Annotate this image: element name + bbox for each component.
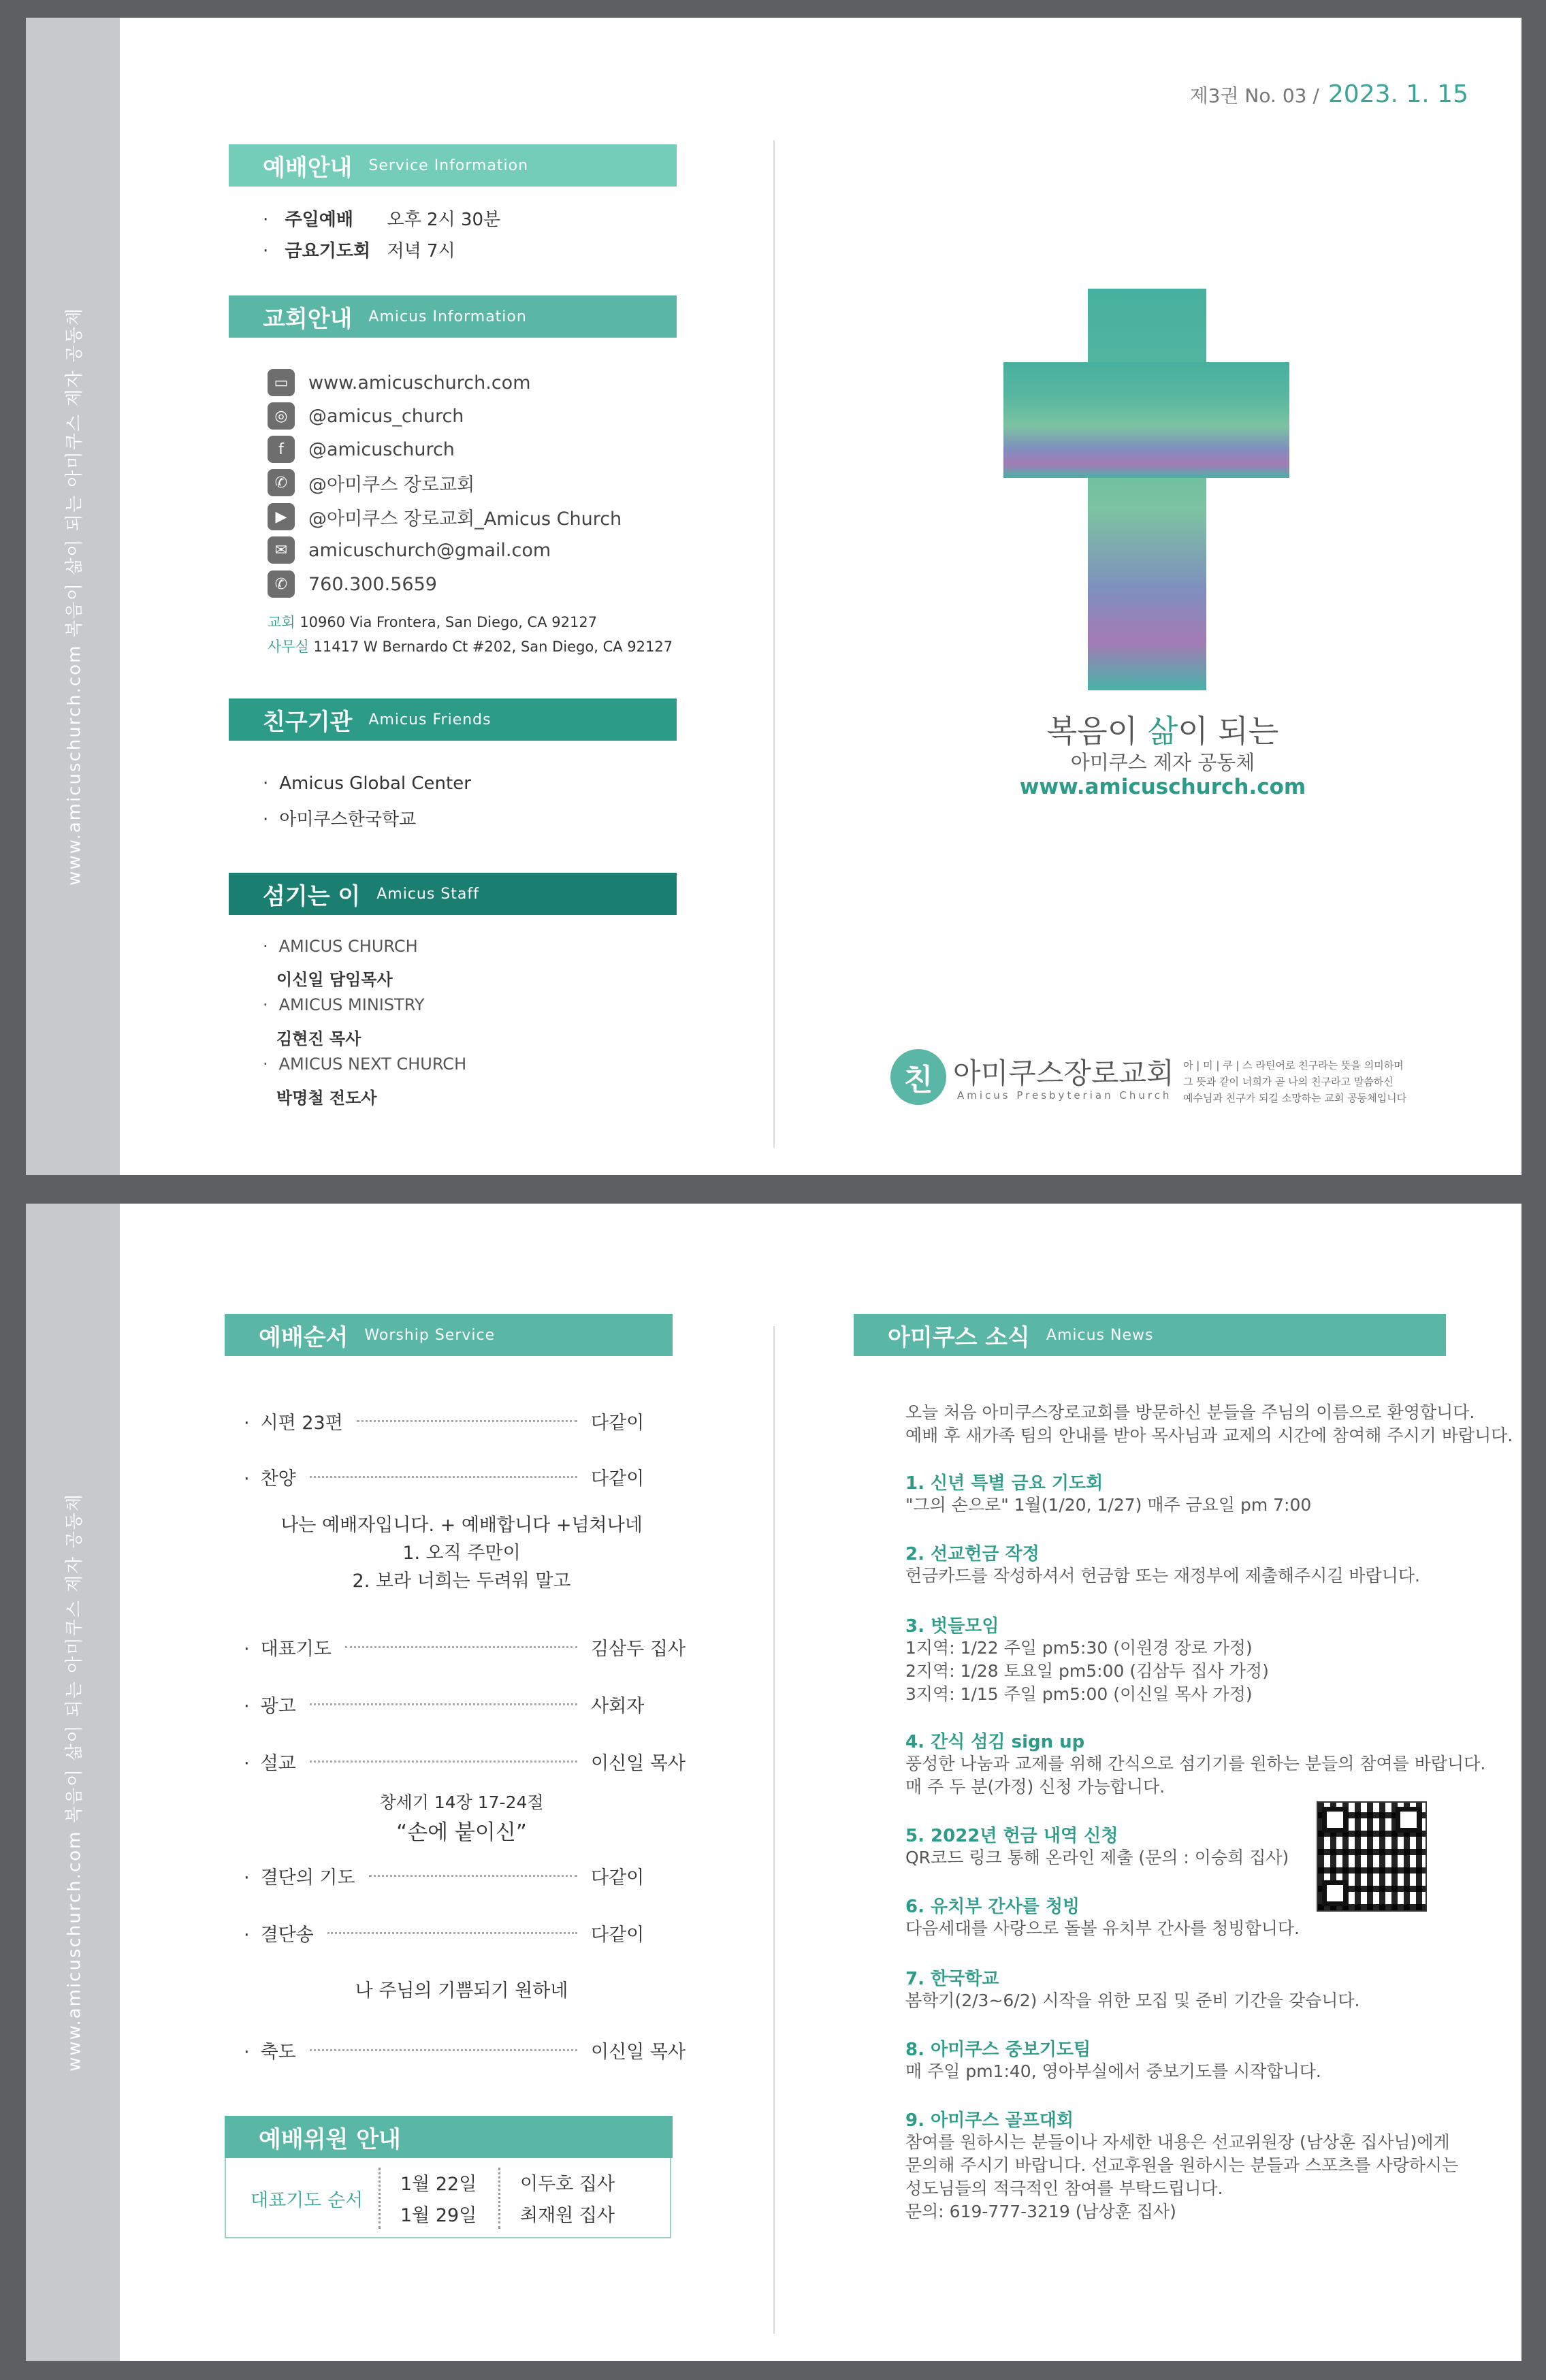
committee-separator bbox=[379, 2168, 381, 2229]
staff-subtitle: Amicus Staff bbox=[376, 885, 479, 903]
committee-name: 이두호 집사 bbox=[520, 2174, 615, 2195]
news-item-title: 9. 아미쿠스 골프대회 bbox=[905, 2110, 1074, 2131]
issue-date: 2023. 1. 15 bbox=[1327, 80, 1468, 108]
spine bbox=[26, 1204, 120, 2361]
news-item-title: 6. 유치부 간사를 청빙 bbox=[905, 1897, 1080, 1917]
staff-name: 박명철 전도사 bbox=[276, 1089, 377, 1108]
friends-header bbox=[229, 698, 677, 741]
qr-code[interactable] bbox=[1317, 1801, 1427, 1912]
news-item-title: 5. 2022년 헌금 내역 신청 bbox=[905, 1826, 1118, 1846]
contact-instagram[interactable]: ◎ @amicus_church bbox=[268, 402, 464, 430]
cover-tagline: 복음이 삶이 되는 bbox=[1046, 713, 1279, 750]
committee-date: 1월 22일 bbox=[400, 2174, 477, 2195]
order-row: · 결단의 기도 다같이 bbox=[244, 1863, 679, 1889]
order-row: · 시편 23편 다같이 bbox=[244, 1408, 679, 1434]
news-item-title: 8. 아미쿠스 중보기도팀 bbox=[905, 2040, 1091, 2060]
song-line: 1. 오직 주만이 bbox=[402, 1543, 521, 1564]
order-row: · 찬양 다같이 bbox=[244, 1464, 679, 1490]
instagram-icon: ◎ bbox=[268, 402, 295, 430]
worship-service-header bbox=[225, 1314, 673, 1356]
watercolor-cross-horizontal bbox=[1003, 362, 1289, 478]
church-info-header bbox=[229, 295, 677, 338]
spine-text: www.amicuschurch.com 복음이 삶이 되는 아미쿠스 제자 공동체 bbox=[64, 307, 85, 886]
youtube-icon: ▶ bbox=[268, 503, 295, 530]
staff-org: · AMICUS NEXT CHURCH bbox=[263, 1055, 466, 1074]
phone-icon: ✆ bbox=[268, 570, 295, 598]
worship-info-item: · 주일예배 오후 2시 30분 bbox=[263, 206, 500, 231]
mail-icon: ✉ bbox=[268, 536, 295, 564]
bulletin-inner-sheet bbox=[26, 1204, 1521, 2361]
news-item-text: 매 주 두 분(가정) 신청 가능합니다. bbox=[905, 1777, 1165, 1797]
news-item-title: 3. 벗들모임 bbox=[905, 1616, 999, 1637]
news-item-text: 매 주일 pm1:40, 영아부실에서 중보기도를 시작합니다. bbox=[905, 2061, 1321, 2081]
cover-url[interactable]: www.amicuschurch.com bbox=[1019, 775, 1306, 799]
news-item-text: 다음세대를 사랑으로 돌볼 유치부 간사를 청빙합니다. bbox=[905, 1918, 1300, 1938]
news-item-text: 1지역: 1/22 주일 pm5:30 (이원경 장로 가정) bbox=[905, 1638, 1253, 1658]
committee-date: 1월 29일 bbox=[400, 2205, 477, 2226]
staff-name: 김현진 목사 bbox=[276, 1029, 361, 1048]
news-item-text: 문의: 619-777-3219 (남상훈 집사) bbox=[905, 2202, 1176, 2221]
fold-divider bbox=[773, 140, 775, 1148]
news-item-text: 2지역: 1/28 토요일 pm5:00 (김삼두 집사 가정) bbox=[905, 1661, 1269, 1681]
order-row: · 축도 이신일 목사 bbox=[244, 2037, 679, 2063]
news-item-title: 2. 선교헌금 작정 bbox=[905, 1544, 1040, 1564]
church-logo-icon: 친 bbox=[890, 1049, 946, 1105]
news-item-text: 참여를 원하시는 분들이나 자세한 내용은 선교위원장 (남상훈 집사님)에게 bbox=[905, 2132, 1450, 2152]
qr-finder bbox=[1322, 1880, 1348, 1906]
contact-email[interactable]: ✉ amicuschurch@gmail.com bbox=[268, 536, 551, 564]
news-item-title: 7. 한국학교 bbox=[905, 1969, 999, 1989]
contact-youtube[interactable]: ▶ @아미쿠스 장로교회_Amicus Church bbox=[268, 503, 622, 530]
closing-song: 나 주님의 기쁨되기 원하네 bbox=[355, 1980, 568, 2001]
kakaotalk-icon: ✆ bbox=[268, 469, 295, 496]
staff-title: 섬기는 이 bbox=[263, 882, 361, 910]
contact-phone[interactable]: ✆ 760.300.5659 bbox=[268, 570, 437, 598]
news-intro: 예배 후 새가족 팀의 안내를 받아 목사님과 교제의 시간에 참여해 주시기 바랍니다. bbox=[905, 1426, 1513, 1445]
bulletin-outer-sheet bbox=[26, 18, 1521, 1175]
sermon-reference: 창세기 14장 17-24절 bbox=[379, 1792, 544, 1812]
sermon-title: “손에 붙이신” bbox=[396, 1820, 527, 1845]
contact-facebook[interactable]: f @amicuschurch bbox=[268, 436, 455, 463]
worship-service-subtitle: Worship Service bbox=[364, 1326, 496, 1344]
worship-info-subtitle: Service Information bbox=[368, 157, 529, 174]
news-item-text: 문의해 주시기 바랍니다. 선교후원을 원하시는 분들과 스포츠를 사랑하시는 bbox=[905, 2155, 1459, 2175]
issue-header bbox=[1190, 80, 1468, 108]
news-item-title: 1. 신년 특별 금요 기도회 bbox=[905, 1473, 1104, 1494]
news-item-text: 3지역: 1/15 주일 pm5:00 (이신일 목사 가정) bbox=[905, 1684, 1253, 1704]
contact-kakaotalk[interactable]: ✆ @아미쿠스 장로교회 bbox=[268, 469, 474, 496]
news-item-text: 풍성한 나눔과 교제를 위해 간식으로 섬기기를 원하는 분들의 참여를 바랍니다. bbox=[905, 1754, 1486, 1773]
fold-divider bbox=[773, 1326, 775, 2334]
worship-info-item: · 금요기도회 저녁 7시 bbox=[263, 237, 455, 262]
committee-title: 예배위원 안내 bbox=[259, 2125, 401, 2153]
committee-label: 대표기도 순서 bbox=[251, 2190, 364, 2211]
contact-website[interactable]: ▭ www.amicuschurch.com bbox=[268, 369, 531, 396]
facebook-icon: f bbox=[268, 436, 295, 463]
committee-header bbox=[225, 2116, 673, 2158]
news-item-text: QR코드 링크 통해 온라인 제출 (문의 : 이승희 집사) bbox=[905, 1848, 1289, 1867]
order-row: · 대표기도 김삼두 집사 bbox=[244, 1634, 679, 1660]
committee-box bbox=[225, 2158, 671, 2238]
committee-name: 최재원 집사 bbox=[520, 2205, 615, 2226]
order-row: · 결단송 다같이 bbox=[244, 1920, 679, 1946]
song-line: 2. 보라 너희는 두려워 말고 bbox=[352, 1571, 571, 1592]
church-logo-english: Amicus Presbyterian Church bbox=[957, 1089, 1172, 1101]
news-item-text: 성도님들의 적극적인 참여를 부탁드립니다. bbox=[905, 2178, 1223, 2198]
office-address: 사무실 11417 W Bernardo Ct #202, San Diego, CA 92127 bbox=[268, 639, 673, 655]
church-info-subtitle: Amicus Information bbox=[368, 308, 527, 325]
church-logo-name: 아미쿠스장로교회 bbox=[953, 1057, 1174, 1090]
cover-subtitle: 아미쿠스 제자 공동체 bbox=[1070, 751, 1255, 774]
laptop-icon: ▭ bbox=[268, 369, 295, 396]
news-title: 아미쿠스 소식 bbox=[888, 1323, 1030, 1351]
news-subtitle: Amicus News bbox=[1046, 1326, 1154, 1344]
order-row: · 설교 이신일 목사 bbox=[244, 1748, 679, 1775]
friends-item: · Amicus Global Center bbox=[263, 773, 471, 794]
church-info-title: 교회안내 bbox=[263, 305, 353, 333]
song-line: 나는 예배자입니다. + 예배합니다 +넘쳐나네 bbox=[280, 1515, 643, 1536]
church-desc-line: 그 뜻과 같이 너희가 곧 나의 친구라고 말씀하신 bbox=[1183, 1076, 1394, 1088]
news-intro: 오늘 처음 아미쿠스장로교회를 방문하신 분들을 주님의 이름으로 환영합니다. bbox=[905, 1402, 1475, 1422]
staff-name: 이신일 담임목사 bbox=[276, 970, 393, 989]
news-header bbox=[854, 1314, 1446, 1356]
spine-text: www.amicuschurch.com 복음이 삶이 되는 아미쿠스 제자 공동체 bbox=[64, 1493, 85, 2072]
news-item-text: "그의 손으로" 1월(1/20, 1/27) 매주 금요일 pm 7:00 bbox=[905, 1495, 1312, 1515]
worship-info-title: 예배안내 bbox=[263, 154, 353, 182]
order-row: · 광고 사회자 bbox=[244, 1691, 679, 1718]
qr-finder bbox=[1396, 1807, 1421, 1833]
news-item-title: 4. 간식 섬김 sign up bbox=[905, 1732, 1085, 1752]
friends-title: 친구기관 bbox=[263, 708, 353, 736]
staff-org: · AMICUS CHURCH bbox=[263, 937, 418, 956]
staff-header bbox=[229, 873, 677, 915]
news-item-text: 헌금카드를 작성하셔서 헌금함 또는 재정부에 제출해주시길 바랍니다. bbox=[905, 1566, 1420, 1586]
worship-service-title: 예배순서 bbox=[259, 1323, 349, 1351]
qr-finder bbox=[1322, 1807, 1348, 1833]
news-item-text: 봄학기(2/3~6/2) 시작을 위한 모집 및 준비 기간을 갖습니다. bbox=[905, 1991, 1360, 2010]
spine bbox=[26, 18, 120, 1175]
worship-info-header bbox=[229, 144, 677, 187]
watercolor-cross-vertical bbox=[1088, 289, 1206, 690]
friends-item: · 아미쿠스한국학교 bbox=[263, 805, 416, 831]
friends-subtitle: Amicus Friends bbox=[368, 711, 492, 728]
issue-volume: 제3권 No. 03 / bbox=[1189, 84, 1319, 107]
church-desc-line: 예수님과 친구가 되길 소망하는 교회 공동체입니다 bbox=[1183, 1092, 1407, 1104]
church-desc-line: 아 | 미 | 쿠 | 스 라틴어로 친구라는 뜻을 의미하며 bbox=[1183, 1059, 1404, 1072]
staff-org: · AMICUS MINISTRY bbox=[263, 995, 425, 1014]
committee-separator bbox=[498, 2168, 500, 2229]
church-address: 교회 10960 Via Frontera, San Diego, CA 92127 bbox=[268, 614, 598, 630]
